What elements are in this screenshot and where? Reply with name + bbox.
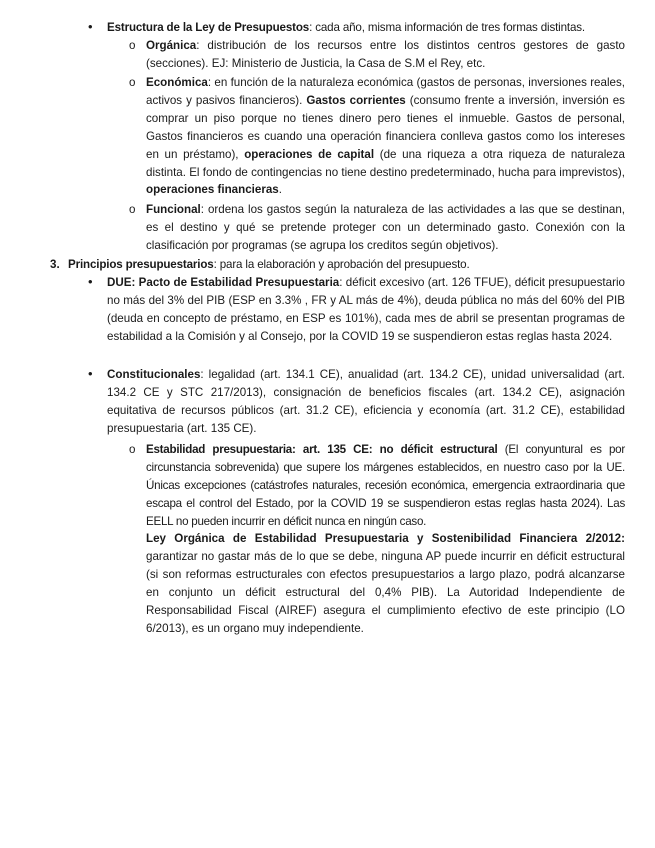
organica-heading: Orgánica [146,39,197,52]
economica-heading: Económica [146,76,208,89]
funcional-text: : ordena los gastos según la naturaleza de las actividades a las que se destinan, es el destino y qué se pretende proteger con un determinado gasto. Conexión con la clasificación por programas (se agrupa los creditos según objetivos). [146,203,625,252]
funcional-heading: Funcional [146,203,201,216]
estabilidad-heading: Estabilidad presupuestaria: art. 135 CE: no déficit estructural [146,443,498,456]
list-number: 3. [50,258,60,271]
operaciones-capital-term: operaciones de capital [244,147,375,161]
bullet-marker: • [88,274,93,289]
due-text: : déficit excesivo (art. 126 TFUE), déficit presupuestario no más del 3% del PIB (ESP en 3.3% , FR y AL más de 4%), deuda pública no más del 60% del PIB (deuda en concepto de préstamo, en ESP es 101%), cada mes de abril se presentan programas de estabilidad a la Comisión y al Consejo, por la COVID 19 se suspendieron estas reglas hasta 2024. [107,276,625,343]
bullet-marker: • [88,19,93,34]
item-principios [68,256,628,274]
operaciones-financieras-term: operaciones financieras [146,183,279,197]
item-funcional [146,201,625,255]
item-organica [146,37,625,73]
constitucionales-heading: Constitucionales [107,368,201,381]
estructura-text: : cada año, misma información de tres formas distintas. [309,21,585,34]
sub-bullet-marker: o [129,443,136,456]
ley-heading: Ley Orgánica de Estabilidad Presupuestaria y Sostenibilidad Financiera 2/2012: [146,532,625,545]
item-due [107,274,625,346]
due-heading: DUE: Pacto de Estabilidad Presupuestaria [107,276,340,289]
principios-heading: Principios presupuestarios [68,258,214,271]
economica-text-2: (consumo frente a inversión, inversión es comprar un piso porque no tienes dinero pero tienes el inmueble. Gastos de personal, Gastos financieros es cuando una operación financiera conlleva gastos como los intereses en un préstamo), [146,93,625,161]
bullet-marker: • [88,366,93,381]
principios-text: : para la elaboración y aprobación del presupuesto. [213,258,470,271]
item-ley-organica [146,530,625,637]
organica-text: : distribución de los recursos entre los distintos centros gestores de gasto (secciones). EJ: Ministerio de Justicia, la Casa de S.M el Rey, etc. [146,39,625,70]
economica-text-4: . [278,183,282,197]
sub-bullet-marker: o [129,76,136,89]
item-estabilidad [146,441,625,531]
sub-bullet-marker: o [129,39,136,52]
estructura-heading: Estructura de la Ley de Presupuestos [107,21,310,34]
item-economica [146,74,625,199]
item-estructura [107,19,627,37]
economica-text-1: : en función de la naturaleza económica (gastos de personas, inversiones reales, activos y pasivos financieros). [146,76,625,107]
sub-bullet-marker: o [129,203,136,216]
estabilidad-text: (El conyuntural es por circunstancia sobrevenida) que supere los márgenes establecidos, en nuestro caso por la UE. Únicas excepciones (catástrofes naturales, recesión económica, emergencia extraordinaria que escapa el control del Estado, por la COVID 19 se suspendieron estas reglas hasta 2024). Las EELL no pueden incurrir en déficit nunca en ningún caso. [146,443,625,528]
constitucionales-text: : legalidad (art. 134.1 CE), anualidad (art. 134.2 CE), unidad universalidad (art. 134.2 CE y STC 217/2013), consignación de beneficios fiscales (art. 134.2 CE), asignación equitativa de recursos públicos (art. 31.2 CE), eficiencia y economía (art. 31.2 CE), estabilidad presupuestaria (art. 135 CE). [107,368,625,435]
gastos-corrientes-term: Gastos corrientes [306,93,406,107]
item-constitucionales [107,366,625,438]
economica-text-3: (de una riqueza a otra riqueza de naturaleza distinta. El fondo de contingencias no tiene destino predeterminado, hucha para imprevistos), [146,147,625,179]
ley-text: garantizar no gastar más de lo que se debe, ninguna AP puede incurrir en déficit estructural (si son reformas estructurales con efectos presupuestarios a largo plazo, podrá alcanzarse en conjunto un déficit estructural del 0,4% PIB). La Autoridad Independiente de Responsabilidad Fiscal (AIREF) asegura el cumplimiento efectivo de este principio (LO 6/2013), es un organo muy independiente. [146,549,625,635]
